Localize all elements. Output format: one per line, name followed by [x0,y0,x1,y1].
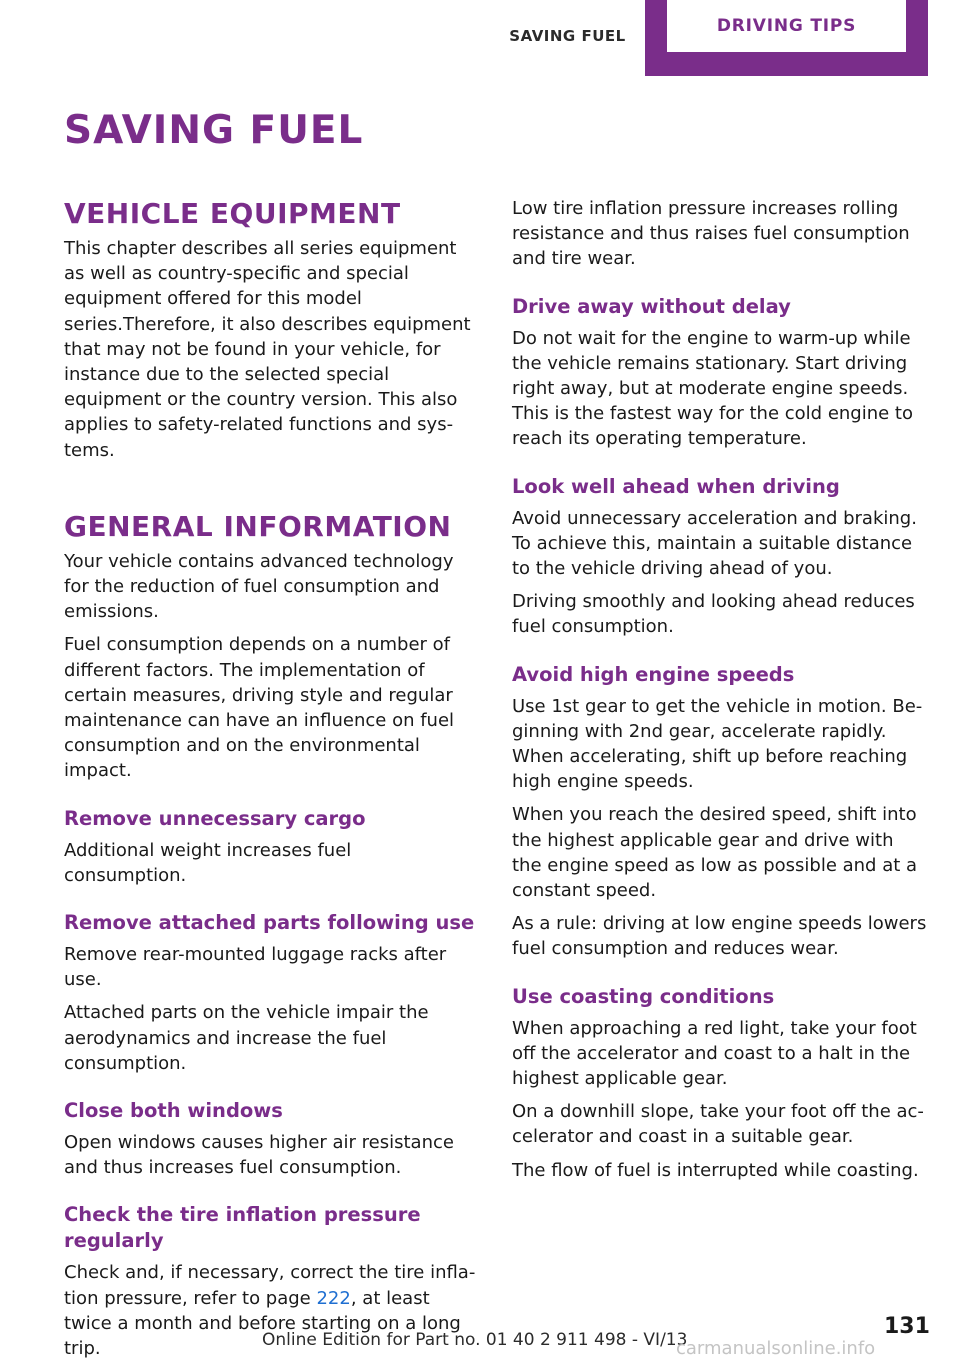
paragraph-drive-away: Do not wait for the engine to warm-up while the vehicle remains stationary. Start driving right away, but at moderate engine speeds. This is the fastest way for the cold engine to reach its operating temperature. [512,327,914,450]
paragraph-general-info-2: Fuel consumption depends on a number of different factors. The implementation of certain measures, driving style and regular maintenance can have an influence on fuel consumption and on the environmental impact. [64,634,455,782]
page-number: 131 [884,1314,930,1339]
header-section-label: SAVING FUEL [509,27,626,45]
paragraph-high-speeds-3: As a rule: driving at low engine speeds lowers fuel consumption and reduces wear. [512,913,927,960]
paragraph-vehicle-equipment: This chapter describes all series equipment as well as country-specific and special equipment offered for this model series.Therefore, it also describes equipment that may not be found in your vehicle, for instance due to the selected special equipment or the country version. This also applies to safety-related functions and systems. [64,238,471,461]
footer-edition: Online Edition for Part no. 01 40 2 911 498 - VI/13 [262,1330,688,1350]
left-column [64,196,479,1369]
paragraph-general-info-1: Your vehicle contains advanced technology for the reduction of fuel consumption and emissions. [64,550,454,623]
heading-vehicle-equipment: VEHICLE EQUIPMENT [64,197,401,230]
tire-pressure-text-start: Check and, if necessary, correct the tire inflation pressure, refer to page [64,1262,476,1309]
heading-remove-parts: Remove attached parts following use [64,911,475,935]
chapter-tab[interactable] [645,0,928,76]
paragraph-coasting-3: The flow of fuel is interrupted while coasting. [512,1159,919,1181]
paragraph-close-windows: Open windows causes higher air resistance and thus increases fuel consumption. [64,1132,454,1179]
heading-drive-away: Drive away without delay [512,294,791,318]
heading-avoid-high-speeds: Avoid high engine speeds [512,662,795,686]
chapter-tab-label: DRIVING TIPS [667,0,906,52]
right-column [512,196,927,1191]
paragraph-look-ahead-2: Driving smoothly and looking ahead reduces fuel consumption. [512,591,915,638]
paragraph-high-speeds-1: Use 1st gear to get the vehicle in motion. Beginning with 2nd gear, accelerate rapidly. When accelerating, shift up before reaching high engine speeds. [512,695,923,793]
paragraph-look-ahead-1: Avoid unnecessary acceleration and braking. To achieve this, maintain a suitable distance to the vehicle driving ahead of you. [512,507,917,580]
paragraph-coasting-2: On a downhill slope, take your foot off the accelerator and coast in a suitable gear. [512,1101,924,1148]
page-reference-link[interactable]: 222 [316,1287,351,1309]
paragraph-coasting-1: When approaching a red light, take your foot off the accelerator and coast to a halt in the highest applicable gear. [512,1017,917,1090]
watermark: carmanualsonline.info [676,1338,876,1359]
heading-tire-pressure: Check the tire inflation pressure regularly [64,1203,421,1253]
heading-remove-cargo: Remove unnecessary cargo [64,806,366,830]
heading-general-information: GENERAL INFORMATION [64,509,452,543]
paragraph-remove-cargo: Additional weight increases fuel consumption. [64,839,352,886]
paragraph-remove-parts-1: Remove rear-mounted luggage racks after use. [64,944,447,991]
tire-pressure-text-end: , at least twice a month and before starting on a long trip. [64,1287,461,1360]
heading-close-windows: Close both windows [64,1099,283,1123]
page-title: SAVING FUEL [64,108,364,153]
paragraph-remove-parts-2: Attached parts on the vehicle impair the aerodynamics and increase the fuel consumption. [64,1002,429,1074]
paragraph-high-speeds-2: When you reach the desired speed, shift into the highest applicable gear and drive with the engine speed as low as possible and at a constant speed. [512,804,918,902]
heading-coasting: Use coasting conditions [512,984,775,1008]
heading-look-ahead: Look well ahead when driving [512,474,840,498]
paragraph-low-pressure: Low tire inflation pressure increases rolling resistance and thus raises fuel consumption and tire wear. [512,198,910,270]
